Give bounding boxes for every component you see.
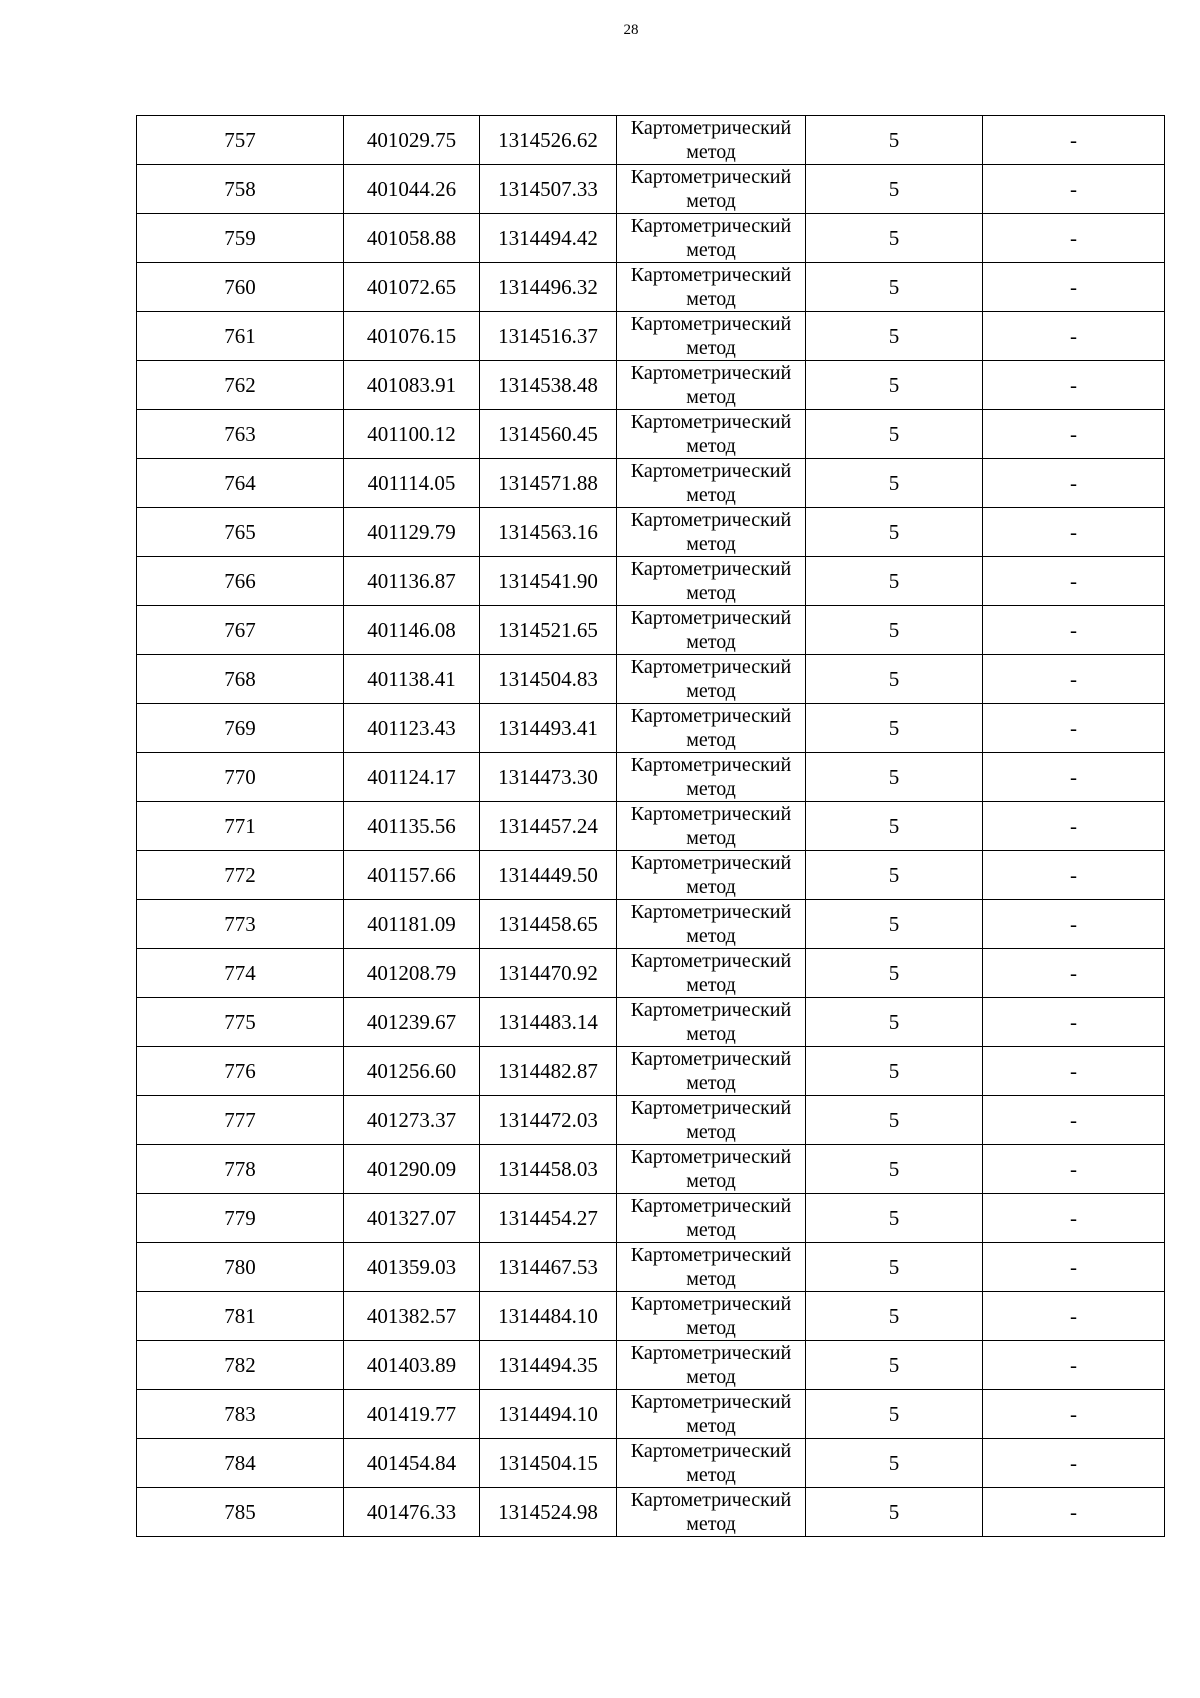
method-cell (617, 851, 806, 900)
x-coordinate-cell: 401044.26 (344, 165, 480, 214)
method-cell (617, 165, 806, 214)
point-number-cell: 777 (137, 1096, 344, 1145)
y-coordinate-cell: 1314494.10 (480, 1390, 617, 1439)
point-number-cell: 783 (137, 1390, 344, 1439)
note-cell: - (983, 1047, 1165, 1096)
accuracy-cell: 5 (806, 1047, 983, 1096)
table-row (137, 704, 1165, 753)
y-coordinate-cell: 1314571.88 (480, 459, 617, 508)
note-cell: - (983, 655, 1165, 704)
table-row (137, 606, 1165, 655)
method-line-1: Картометрический (630, 803, 792, 825)
point-number-cell: 771 (137, 802, 344, 851)
table-row (137, 410, 1165, 459)
y-coordinate-cell: 1314504.83 (480, 655, 617, 704)
table-row (137, 655, 1165, 704)
x-coordinate-cell: 401123.43 (344, 704, 480, 753)
y-coordinate-cell: 1314458.03 (480, 1145, 617, 1194)
method-line-1: Картометрический (630, 1244, 792, 1266)
point-number-cell: 782 (137, 1341, 344, 1390)
x-coordinate-cell: 401208.79 (344, 949, 480, 998)
method-line-1: Картометрический (630, 558, 792, 580)
method-cell (617, 1341, 806, 1390)
point-number-cell: 775 (137, 998, 344, 1047)
table-row (137, 361, 1165, 410)
x-coordinate-cell: 401100.12 (344, 410, 480, 459)
method-cell (617, 1047, 806, 1096)
point-number-cell: 769 (137, 704, 344, 753)
point-number-cell: 767 (137, 606, 344, 655)
method-line-1: Картометрический (630, 999, 792, 1021)
note-cell: - (983, 361, 1165, 410)
method-line-1: Картометрический (630, 313, 792, 335)
method-line-2: метод (686, 386, 736, 408)
accuracy-cell: 5 (806, 312, 983, 361)
note-cell: - (983, 1145, 1165, 1194)
method-line-2: метод (686, 680, 736, 702)
y-coordinate-cell: 1314521.65 (480, 606, 617, 655)
point-number-cell: 770 (137, 753, 344, 802)
method-cell (617, 655, 806, 704)
point-number-cell: 772 (137, 851, 344, 900)
table-row (137, 1439, 1165, 1488)
point-number-cell: 759 (137, 214, 344, 263)
y-coordinate-cell: 1314454.27 (480, 1194, 617, 1243)
x-coordinate-cell: 401290.09 (344, 1145, 480, 1194)
note-cell: - (983, 214, 1165, 263)
x-coordinate-cell: 401136.87 (344, 557, 480, 606)
note-cell: - (983, 165, 1165, 214)
accuracy-cell: 5 (806, 116, 983, 165)
method-line-1: Картометрический (630, 264, 792, 286)
method-line-2: метод (686, 533, 736, 555)
accuracy-cell: 5 (806, 1194, 983, 1243)
accuracy-cell: 5 (806, 900, 983, 949)
table-row (137, 1145, 1165, 1194)
point-number-cell: 781 (137, 1292, 344, 1341)
method-line-2: метод (686, 1023, 736, 1045)
accuracy-cell: 5 (806, 263, 983, 312)
accuracy-cell: 5 (806, 1096, 983, 1145)
y-coordinate-cell: 1314493.41 (480, 704, 617, 753)
method-cell (617, 1439, 806, 1488)
method-line-1: Картометрический (630, 607, 792, 629)
y-coordinate-cell: 1314467.53 (480, 1243, 617, 1292)
method-line-2: метод (686, 1415, 736, 1437)
accuracy-cell: 5 (806, 410, 983, 459)
x-coordinate-cell: 401138.41 (344, 655, 480, 704)
y-coordinate-cell: 1314560.45 (480, 410, 617, 459)
accuracy-cell: 5 (806, 1341, 983, 1390)
method-cell (617, 1488, 806, 1537)
accuracy-cell: 5 (806, 1243, 983, 1292)
method-line-1: Картометрический (630, 901, 792, 923)
method-line-1: Картометрический (630, 166, 792, 188)
accuracy-cell: 5 (806, 802, 983, 851)
table-row (137, 998, 1165, 1047)
note-cell: - (983, 312, 1165, 361)
point-number-cell: 785 (137, 1488, 344, 1537)
method-line-2: метод (686, 729, 736, 751)
table-row (137, 1194, 1165, 1243)
point-number-cell: 763 (137, 410, 344, 459)
method-line-1: Картометрический (630, 1342, 792, 1364)
x-coordinate-cell: 401114.05 (344, 459, 480, 508)
method-line-1: Картометрический (630, 117, 792, 139)
note-cell: - (983, 900, 1165, 949)
table-row (137, 802, 1165, 851)
method-line-2: метод (686, 1121, 736, 1143)
method-cell (617, 900, 806, 949)
note-cell: - (983, 1194, 1165, 1243)
point-number-cell: 765 (137, 508, 344, 557)
method-cell (617, 1292, 806, 1341)
y-coordinate-cell: 1314494.35 (480, 1341, 617, 1390)
method-line-1: Картометрический (630, 1097, 792, 1119)
y-coordinate-cell: 1314449.50 (480, 851, 617, 900)
y-coordinate-cell: 1314526.62 (480, 116, 617, 165)
x-coordinate-cell: 401124.17 (344, 753, 480, 802)
method-line-1: Картометрический (630, 509, 792, 531)
accuracy-cell: 5 (806, 165, 983, 214)
method-cell (617, 704, 806, 753)
note-cell: - (983, 1243, 1165, 1292)
method-line-2: метод (686, 1170, 736, 1192)
point-number-cell: 784 (137, 1439, 344, 1488)
table-row (137, 557, 1165, 606)
y-coordinate-cell: 1314504.15 (480, 1439, 617, 1488)
method-cell (617, 606, 806, 655)
x-coordinate-cell: 401072.65 (344, 263, 480, 312)
method-line-2: метод (686, 1366, 736, 1388)
method-line-1: Картометрический (630, 950, 792, 972)
point-number-cell: 760 (137, 263, 344, 312)
x-coordinate-cell: 401239.67 (344, 998, 480, 1047)
method-cell (617, 949, 806, 998)
accuracy-cell: 5 (806, 851, 983, 900)
y-coordinate-cell: 1314484.10 (480, 1292, 617, 1341)
method-line-1: Картометрический (630, 1391, 792, 1413)
note-cell: - (983, 753, 1165, 802)
coordinates-table-body (137, 116, 1165, 1537)
y-coordinate-cell: 1314507.33 (480, 165, 617, 214)
y-coordinate-cell: 1314483.14 (480, 998, 617, 1047)
y-coordinate-cell: 1314496.32 (480, 263, 617, 312)
note-cell: - (983, 851, 1165, 900)
accuracy-cell: 5 (806, 1439, 983, 1488)
method-cell (617, 508, 806, 557)
point-number-cell: 757 (137, 116, 344, 165)
point-number-cell: 776 (137, 1047, 344, 1096)
x-coordinate-cell: 401058.88 (344, 214, 480, 263)
accuracy-cell: 5 (806, 1390, 983, 1439)
point-number-cell: 762 (137, 361, 344, 410)
method-line-2: метод (686, 1219, 736, 1241)
y-coordinate-cell: 1314494.42 (480, 214, 617, 263)
table-row (137, 1292, 1165, 1341)
x-coordinate-cell: 401419.77 (344, 1390, 480, 1439)
y-coordinate-cell: 1314470.92 (480, 949, 617, 998)
method-line-1: Картометрический (630, 1146, 792, 1168)
accuracy-cell: 5 (806, 606, 983, 655)
table-row (137, 900, 1165, 949)
accuracy-cell: 5 (806, 557, 983, 606)
y-coordinate-cell: 1314516.37 (480, 312, 617, 361)
y-coordinate-cell: 1314457.24 (480, 802, 617, 851)
method-line-2: метод (686, 1464, 736, 1486)
accuracy-cell: 5 (806, 1488, 983, 1537)
method-cell (617, 1145, 806, 1194)
note-cell: - (983, 606, 1165, 655)
table-row (137, 263, 1165, 312)
y-coordinate-cell: 1314538.48 (480, 361, 617, 410)
method-cell (617, 116, 806, 165)
table-row (137, 1390, 1165, 1439)
method-cell (617, 361, 806, 410)
method-cell (617, 1096, 806, 1145)
table-row (137, 1488, 1165, 1537)
method-line-2: метод (686, 925, 736, 947)
note-cell: - (983, 557, 1165, 606)
y-coordinate-cell: 1314524.98 (480, 1488, 617, 1537)
x-coordinate-cell: 401359.03 (344, 1243, 480, 1292)
table-row (137, 851, 1165, 900)
method-line-2: метод (686, 876, 736, 898)
method-cell (617, 1194, 806, 1243)
accuracy-cell: 5 (806, 361, 983, 410)
point-number-cell: 761 (137, 312, 344, 361)
method-line-2: метод (686, 778, 736, 800)
accuracy-cell: 5 (806, 1292, 983, 1341)
point-number-cell: 768 (137, 655, 344, 704)
table-row (137, 459, 1165, 508)
note-cell: - (983, 508, 1165, 557)
point-number-cell: 778 (137, 1145, 344, 1194)
point-number-cell: 780 (137, 1243, 344, 1292)
method-line-1: Картометрический (630, 852, 792, 874)
note-cell: - (983, 1439, 1165, 1488)
note-cell: - (983, 263, 1165, 312)
x-coordinate-cell: 401403.89 (344, 1341, 480, 1390)
method-cell (617, 312, 806, 361)
x-coordinate-cell: 401181.09 (344, 900, 480, 949)
note-cell: - (983, 704, 1165, 753)
accuracy-cell: 5 (806, 655, 983, 704)
accuracy-cell: 5 (806, 508, 983, 557)
method-line-1: Картометрический (630, 754, 792, 776)
note-cell: - (983, 1488, 1165, 1537)
table-row (137, 312, 1165, 361)
accuracy-cell: 5 (806, 214, 983, 263)
x-coordinate-cell: 401129.79 (344, 508, 480, 557)
method-line-1: Картометрический (630, 705, 792, 727)
method-line-2: метод (686, 484, 736, 506)
table-row (137, 1096, 1165, 1145)
method-cell (617, 1243, 806, 1292)
y-coordinate-cell: 1314482.87 (480, 1047, 617, 1096)
x-coordinate-cell: 401382.57 (344, 1292, 480, 1341)
method-line-1: Картометрический (630, 460, 792, 482)
table-row (137, 165, 1165, 214)
x-coordinate-cell: 401476.33 (344, 1488, 480, 1537)
x-coordinate-cell: 401157.66 (344, 851, 480, 900)
method-cell (617, 459, 806, 508)
table-row (137, 1047, 1165, 1096)
method-line-1: Картометрический (630, 656, 792, 678)
accuracy-cell: 5 (806, 459, 983, 508)
note-cell: - (983, 949, 1165, 998)
note-cell: - (983, 116, 1165, 165)
point-number-cell: 773 (137, 900, 344, 949)
method-line-2: метод (686, 141, 736, 163)
method-line-2: метод (686, 288, 736, 310)
method-line-2: метод (686, 1317, 736, 1339)
method-line-1: Картометрический (630, 1293, 792, 1315)
x-coordinate-cell: 401273.37 (344, 1096, 480, 1145)
method-line-2: метод (686, 337, 736, 359)
x-coordinate-cell: 401454.84 (344, 1439, 480, 1488)
x-coordinate-cell: 401083.91 (344, 361, 480, 410)
note-cell: - (983, 1292, 1165, 1341)
method-line-1: Картометрический (630, 1048, 792, 1070)
accuracy-cell: 5 (806, 704, 983, 753)
note-cell: - (983, 1390, 1165, 1439)
method-cell (617, 214, 806, 263)
coordinates-table (136, 115, 1165, 1537)
y-coordinate-cell: 1314472.03 (480, 1096, 617, 1145)
point-number-cell: 766 (137, 557, 344, 606)
x-coordinate-cell: 401256.60 (344, 1047, 480, 1096)
method-line-1: Картометрический (630, 215, 792, 237)
note-cell: - (983, 410, 1165, 459)
accuracy-cell: 5 (806, 753, 983, 802)
x-coordinate-cell: 401146.08 (344, 606, 480, 655)
method-cell (617, 1390, 806, 1439)
point-number-cell: 774 (137, 949, 344, 998)
method-line-1: Картометрический (630, 1195, 792, 1217)
method-cell (617, 263, 806, 312)
y-coordinate-cell: 1314563.16 (480, 508, 617, 557)
x-coordinate-cell: 401029.75 (344, 116, 480, 165)
note-cell: - (983, 802, 1165, 851)
note-cell: - (983, 1341, 1165, 1390)
accuracy-cell: 5 (806, 1145, 983, 1194)
method-line-2: метод (686, 1268, 736, 1290)
method-cell (617, 753, 806, 802)
x-coordinate-cell: 401076.15 (344, 312, 480, 361)
x-coordinate-cell: 401135.56 (344, 802, 480, 851)
page-number: 28 (623, 22, 639, 38)
method-line-2: метод (686, 827, 736, 849)
method-cell (617, 998, 806, 1047)
point-number-cell: 758 (137, 165, 344, 214)
method-line-2: метод (686, 1513, 736, 1535)
accuracy-cell: 5 (806, 949, 983, 998)
accuracy-cell: 5 (806, 998, 983, 1047)
method-cell (617, 802, 806, 851)
method-line-2: метод (686, 190, 736, 212)
note-cell: - (983, 998, 1165, 1047)
y-coordinate-cell: 1314473.30 (480, 753, 617, 802)
table-row (137, 1341, 1165, 1390)
method-line-2: метод (686, 1072, 736, 1094)
method-line-2: метод (686, 435, 736, 457)
method-line-2: метод (686, 974, 736, 996)
note-cell: - (983, 459, 1165, 508)
table-row (137, 949, 1165, 998)
table-row (137, 508, 1165, 557)
method-line-2: метод (686, 239, 736, 261)
method-line-2: метод (686, 582, 736, 604)
method-line-1: Картометрический (630, 411, 792, 433)
point-number-cell: 764 (137, 459, 344, 508)
method-line-1: Картометрический (630, 1440, 792, 1462)
table-row (137, 214, 1165, 263)
method-line-2: метод (686, 631, 736, 653)
method-line-1: Картометрический (630, 362, 792, 384)
method-cell (617, 557, 806, 606)
method-cell (617, 410, 806, 459)
y-coordinate-cell: 1314541.90 (480, 557, 617, 606)
x-coordinate-cell: 401327.07 (344, 1194, 480, 1243)
table-row (137, 116, 1165, 165)
table-row (137, 1243, 1165, 1292)
y-coordinate-cell: 1314458.65 (480, 900, 617, 949)
method-line-1: Картометрический (630, 1489, 792, 1511)
point-number-cell: 779 (137, 1194, 344, 1243)
table-row (137, 753, 1165, 802)
note-cell: - (983, 1096, 1165, 1145)
